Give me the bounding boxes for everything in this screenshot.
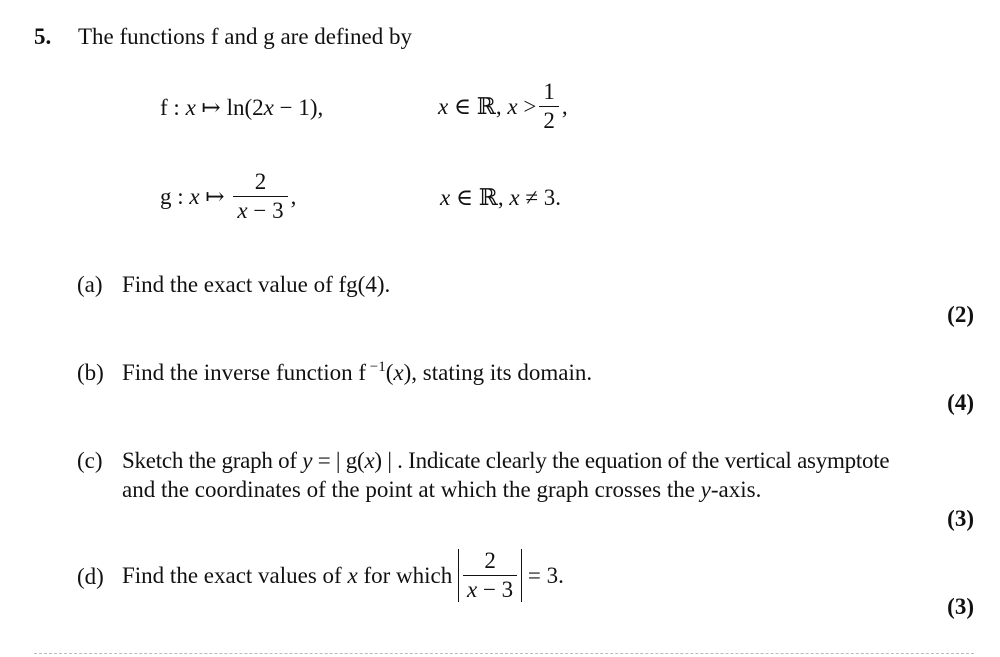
part-c-line1-c: ) | . Indicate clearly the equation of the vertical asymptote: [374, 448, 890, 473]
part-c-line2-y: y: [700, 477, 711, 502]
part-c-line2-a: and the coordinates of the point at which the graph crosses the: [122, 477, 701, 502]
g-frac-den-rest: − 3: [247, 198, 284, 224]
f-domain-fraction: [539, 80, 559, 133]
f-frac-den: 2: [543, 108, 555, 134]
part-d-text: [122, 549, 564, 602]
g-var: x: [189, 184, 200, 210]
part-c-line2: [122, 478, 761, 501]
part-c-line2-b: -axis.: [710, 477, 762, 502]
g-domain-var2: x: [509, 185, 520, 210]
part-b-sup: −1: [366, 359, 386, 375]
part-a-marks: (2): [947, 302, 974, 327]
part-c-line1-x: x: [364, 448, 375, 473]
g-frac-den-var: x: [237, 198, 248, 224]
g-frac-num: 2: [233, 170, 287, 197]
f-expr-a: ln(2: [226, 95, 264, 120]
part-c-line1-a: Sketch the graph of: [122, 448, 303, 473]
part-d-text-a: Find the exact values of: [122, 563, 348, 589]
question-intro: The functions f and g are defined by: [78, 24, 413, 49]
g-domain-text: ∈ ℝ,: [450, 185, 510, 210]
part-b-text-c: ), stating its domain.: [403, 360, 593, 385]
f-arrow: ↦: [195, 95, 227, 120]
g-fraction: [233, 170, 287, 223]
part-d-frac-den-rest: − 3: [477, 577, 514, 603]
g-arrow: ↦: [199, 184, 231, 210]
part-c-line1-b: = | g(: [312, 448, 365, 473]
part-d-text-c: = 3.: [522, 563, 564, 589]
part-d-var: x: [347, 563, 358, 589]
f-expr-b: − 1),: [273, 95, 324, 120]
part-b-label: (b): [77, 360, 104, 385]
part-d-label: (d): [77, 564, 104, 589]
part-b-text-b: (: [385, 360, 394, 385]
f-domain-text: ∈ ℝ,: [448, 94, 508, 120]
part-d-marks: (3): [947, 594, 974, 619]
f-var: x: [185, 95, 196, 120]
part-d-text-b: for which: [357, 563, 458, 589]
bottom-divider: [34, 653, 974, 654]
question-number: 5.: [34, 24, 52, 49]
part-a-label: (a): [77, 272, 103, 297]
g-domain-rel: ≠ 3.: [519, 185, 561, 210]
f-domain: [438, 80, 568, 133]
part-c-line1: [122, 449, 889, 472]
f-map-prefix: f :: [160, 95, 186, 120]
part-c-marks: (3): [947, 506, 974, 531]
part-a-text: Find the exact value of fg(4).: [122, 272, 391, 297]
part-b-text-a: Find the inverse function f: [122, 360, 367, 385]
f-expr-var: x: [263, 95, 274, 120]
f-definition: [160, 96, 323, 119]
g-map-prefix: g :: [160, 184, 190, 210]
part-b-marks: (4): [947, 390, 974, 415]
g-domain: [440, 186, 561, 209]
f-domain-var: x: [438, 94, 449, 120]
f-domain-end: ,: [561, 94, 568, 120]
g-frac-den: [233, 197, 287, 223]
g-definition: [160, 170, 296, 223]
g-domain-var: x: [440, 185, 451, 210]
part-d-fraction: [463, 549, 517, 602]
part-c-line1-y: y: [302, 448, 313, 473]
part-b-var: x: [393, 360, 404, 385]
g-after: ,: [290, 184, 297, 210]
f-frac-num: 1: [539, 80, 559, 107]
part-d-frac-den: [463, 576, 517, 602]
part-c-label: (c): [77, 448, 103, 473]
part-b-text: [122, 361, 592, 384]
f-domain-rel: >: [517, 94, 537, 120]
f-domain-var2: x: [507, 94, 518, 120]
part-d-abs-value: [458, 549, 522, 602]
part-d-frac-num: 2: [463, 549, 517, 576]
part-d-frac-den-var: x: [466, 577, 478, 603]
